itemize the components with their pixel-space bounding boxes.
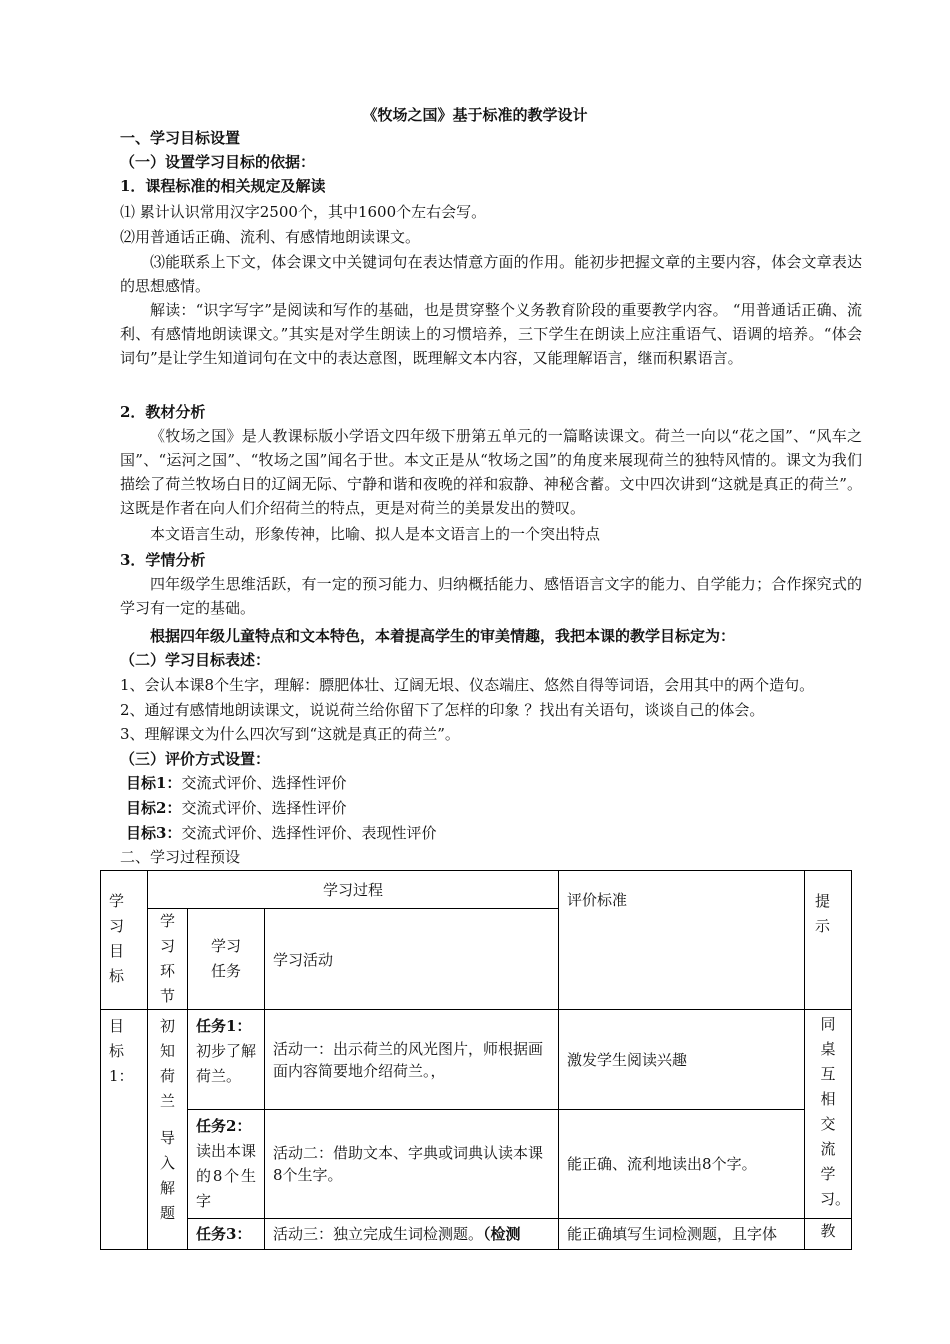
header-learning-process: 学习过程 (148, 871, 559, 909)
material-paragraph: 《牧场之国》是人教课标版小学语文四年级下册第五单元的一篇略读课文。荷兰一向以“花之国”、“风车之国”、“运河之国”、“牧场之国”闻名于世。本文正是从“牧场之国”的角度来展现荷兰的独特风情的。课文为我们描绘了荷兰牧场白日的辽阔无际、宁静和谐和夜晚的祥和寂静、神秘含蓄。文中四次讲到“这就是真正的荷兰”。这既是作者在向人们介绍荷兰的特点，更是对荷兰的美景发出的赞叹。 (120, 427, 862, 517)
task-1-text: 初步了解荷兰。 (196, 1042, 257, 1085)
standard-1: 激发学生阅读兴趣 (559, 1010, 805, 1110)
task-3-label: 任务3： (196, 1225, 252, 1243)
table-row (101, 1219, 852, 1250)
header-learning-activity: 学习活动 (265, 909, 559, 1010)
standard-3: 能正确填写生词检测题，且字体 (559, 1219, 805, 1250)
interpretation-paragraph: 解读：“识字写字”是阅读和写作的基础，也是贯穿整个义务教育阶段的重要教学内容。 “用普通话正确、流利、有感情地朗读课文。”其实是对学生朗读上的习惯培养，三下学生在朗读上应注重语气、语调的培养。“体会词句”是让学生知道词句在文中的表达意图，既理解文本内容，又能理解语言，继而积累语言。 (120, 301, 862, 367)
heading-learner: 3．学情分析 (120, 551, 206, 569)
evaluation-2-label: 目标2： (126, 799, 182, 817)
subheading-goals: （二）学习目标表述： (120, 651, 271, 669)
evaluation-1-text: 交流式评价、选择性评价 (181, 774, 347, 792)
learner-paragraph: 四年级学生思维活跃，有一定的预习能力、归纳概括能力、感悟语言文字的能力、自学能力；合作探究式的学习有一定的基础。 (120, 575, 862, 617)
header-evaluation-standard: 评价标准 (559, 871, 805, 1010)
heading-curriculum: 1．课程标准的相关规定及解读 (120, 177, 326, 195)
standard-item-1: ⑴ 累计认识常用汉字2500个，其中1600个左右会写。 (120, 203, 487, 221)
stage-first-know: 初知荷兰 (159, 1017, 175, 1110)
learning-process-table (100, 870, 852, 1250)
task-2-label: 任务2： (196, 1117, 252, 1135)
standard-item-3: ⑶能联系上下文，体会课文中关键词句在表达情意方面的作用。能初步把握文章的主要内容，体会文章表达的思想感情。 (120, 253, 862, 295)
goal-cell: 目标1： (109, 1017, 134, 1085)
document-title: 《牧场之国》基于标准的教学设计 (362, 106, 588, 124)
goal-2: 2、通过有感情地朗读课文，说说荷兰给你留下了怎样的印象 ？找出有关语句，谈谈自己的体会。 (120, 701, 765, 719)
evaluation-3-text: 交流式评价、选择性评价、表现性评价 (181, 824, 437, 842)
section-heading-2: 二、学习过程预设 (120, 848, 241, 866)
header-tip: 提示 (815, 892, 831, 935)
header-learning-stage: 学习环节 (159, 912, 175, 1005)
standard-2: 能正确、流利地读出8个字。 (559, 1110, 805, 1219)
task-2-text: 读出本课的8个生字 (196, 1142, 257, 1210)
header-learning-goal: 学习目标 (109, 892, 125, 985)
activity-2: 活动二：借助文本、字典或词典认读本课8个生字。 (265, 1110, 559, 1219)
standard-item-2: ⑵用普通话正确、流利、有感情地朗读课文。 (120, 228, 421, 246)
evaluation-3 (126, 823, 436, 843)
objective-basis: 根据四年级儿童特点和文本特色，本着提高学生的审美情趣，我把本课的教学目标定为： (150, 627, 736, 645)
table-row (101, 1110, 852, 1219)
header-learning-task: 学习任务 (210, 937, 241, 980)
activity-3 (265, 1219, 559, 1250)
evaluation-2-text: 交流式评价、选择性评价 (181, 799, 347, 817)
evaluation-1 (126, 773, 346, 793)
activity-1: 活动一：出示荷兰的风光图片，师根据画面内容简要地介绍荷兰。， (265, 1010, 559, 1110)
subheading-evaluation: （三）评价方式设置： (120, 750, 271, 768)
material-paragraph-2: 本文语言生动，形象传神，比喻、拟人是本文语言上的一个突出特点 (150, 525, 601, 543)
activity-3-bold: （检测 (483, 1225, 521, 1243)
evaluation-1-label: 目标1： (126, 774, 182, 792)
evaluation-3-label: 目标3： (126, 824, 182, 842)
tip-cell-next: 教 (805, 1219, 852, 1250)
section-heading-1: 一、学习目标设置 (120, 129, 241, 147)
activity-3-text: 活动三：独立完成生词检测题。 (273, 1225, 484, 1243)
heading-material: 2．教材分析 (120, 403, 206, 421)
goal-3: 3、理解课文为什么四次写到“这就是真正的荷兰”。 (120, 725, 460, 743)
stage-introduction: 导入解题 (159, 1129, 175, 1222)
table-row (101, 1010, 852, 1110)
evaluation-2 (126, 798, 346, 818)
goal-1: 1、会认本课8个生字，理解：膘肥体壮、辽阔无垠、仪态端庄、悠然自得等词语，会用其中的两个造句。 (120, 676, 815, 694)
subheading-basis: （一）设置学习目标的依据： (120, 153, 316, 171)
task-1-label: 任务1： (196, 1017, 252, 1035)
tip-cell: 同桌互相交流学习。 (820, 1015, 851, 1208)
